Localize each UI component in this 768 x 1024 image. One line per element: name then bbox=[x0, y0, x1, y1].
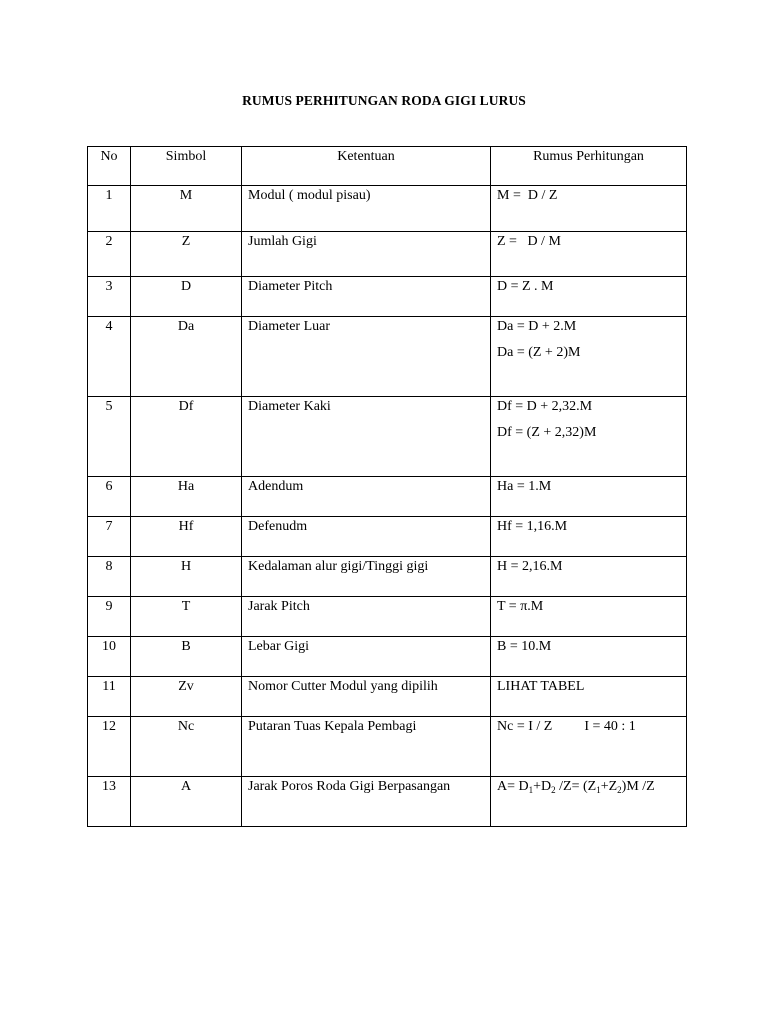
table-row bbox=[88, 186, 687, 232]
row-symbol: M bbox=[179, 188, 193, 203]
row-no: 1 bbox=[105, 188, 113, 203]
table-row bbox=[88, 777, 687, 827]
table-row bbox=[88, 677, 687, 717]
row-rumus: LIHAT TABEL bbox=[497, 679, 585, 694]
row-no: 8 bbox=[105, 559, 113, 574]
row-rumus-extra: I = 40 : 1 bbox=[584, 719, 636, 734]
row-rumus-line-2: Df = (Z + 2,32)M bbox=[497, 425, 597, 440]
row-rumus: B = 10.M bbox=[497, 639, 552, 654]
table-row bbox=[88, 637, 687, 677]
row-ketentuan: Jarak Pitch bbox=[248, 599, 310, 614]
row-rumus-line-2: Da = (Z + 2)M bbox=[497, 345, 581, 360]
row-no: 5 bbox=[105, 399, 113, 414]
row-symbol: D bbox=[180, 279, 192, 294]
row-ketentuan: Diameter Luar bbox=[248, 319, 331, 334]
row-rumus: Ha = 1.M bbox=[497, 479, 552, 494]
row-symbol: Df bbox=[178, 399, 194, 414]
row-no: 3 bbox=[105, 279, 113, 294]
header-no: No bbox=[88, 147, 131, 186]
row-symbol: B bbox=[181, 639, 191, 654]
row-no: 7 bbox=[105, 519, 113, 534]
row-no: 12 bbox=[102, 719, 116, 734]
row-rumus: T = π.M bbox=[497, 599, 544, 614]
row-no: 4 bbox=[105, 319, 113, 334]
table-row bbox=[88, 517, 687, 557]
table-row bbox=[88, 477, 687, 517]
row-symbol: Da bbox=[177, 319, 195, 334]
header-rumus: Rumus Perhitungan bbox=[491, 147, 687, 186]
row-symbol: Hf bbox=[178, 519, 194, 534]
row-symbol: A bbox=[180, 779, 192, 794]
row-ketentuan: Diameter Pitch bbox=[248, 279, 333, 294]
row-no: 13 bbox=[102, 779, 116, 794]
row-ketentuan: Jarak Poros Roda Gigi Berpasangan bbox=[248, 779, 451, 794]
row-ketentuan: Diameter Kaki bbox=[248, 399, 331, 414]
row-rumus-line-1: Df = D + 2,32.M bbox=[497, 399, 593, 414]
table-row bbox=[88, 277, 687, 317]
table-row bbox=[88, 397, 687, 477]
table-row bbox=[88, 597, 687, 637]
header-ketentuan: Ketentuan bbox=[242, 147, 491, 186]
row-rumus: Nc = I / Z bbox=[497, 719, 553, 734]
row-symbol: Ha bbox=[177, 479, 195, 494]
row-rumus: H = 2,16.M bbox=[497, 559, 563, 574]
row-rumus: M = D / Z bbox=[497, 188, 558, 203]
row-rumus: Hf = 1,16.M bbox=[497, 519, 568, 534]
row-symbol: Zv bbox=[178, 679, 194, 694]
row-rumus: Z = D / M bbox=[497, 234, 561, 249]
row-ketentuan: Modul ( modul pisau) bbox=[248, 188, 371, 203]
formula-table bbox=[87, 146, 687, 827]
row-rumus: $A= D_1+D_2$ $/Z= (Z_1+Z_2)M$ /Z bbox=[497, 779, 655, 795]
row-ketentuan: Adendum bbox=[248, 479, 304, 494]
row-no: 2 bbox=[105, 234, 113, 249]
row-ketentuan: Defenudm bbox=[248, 519, 308, 534]
row-ketentuan: Nomor Cutter Modul yang dipilih bbox=[248, 679, 438, 694]
table-row bbox=[88, 557, 687, 597]
row-ketentuan: Kedalaman alur gigi/Tinggi gigi bbox=[248, 559, 429, 574]
row-rumus-line-1: Da = D + 2.M bbox=[497, 319, 577, 334]
table-row bbox=[88, 317, 687, 397]
row-ketentuan: Jumlah Gigi bbox=[248, 234, 317, 249]
row-no: 10 bbox=[102, 639, 116, 654]
table-row bbox=[88, 717, 687, 777]
row-symbol: T bbox=[181, 599, 191, 614]
header-simbol: Simbol bbox=[131, 147, 242, 186]
row-no: 9 bbox=[105, 599, 113, 614]
row-symbol: Z bbox=[181, 234, 191, 249]
row-ketentuan: Lebar Gigi bbox=[248, 639, 310, 654]
row-symbol: H bbox=[180, 559, 192, 574]
row-ketentuan: Putaran Tuas Kepala Pembagi bbox=[248, 719, 417, 734]
row-rumus: D = Z . M bbox=[497, 279, 554, 294]
row-symbol: Nc bbox=[177, 719, 195, 734]
row-no: 11 bbox=[102, 679, 116, 694]
table-row bbox=[88, 232, 687, 277]
row-no: 6 bbox=[105, 479, 113, 494]
table-header-row bbox=[88, 147, 687, 186]
document-title: RUMUS PERHITUNGAN RODA GIGI LURUS bbox=[242, 93, 526, 108]
